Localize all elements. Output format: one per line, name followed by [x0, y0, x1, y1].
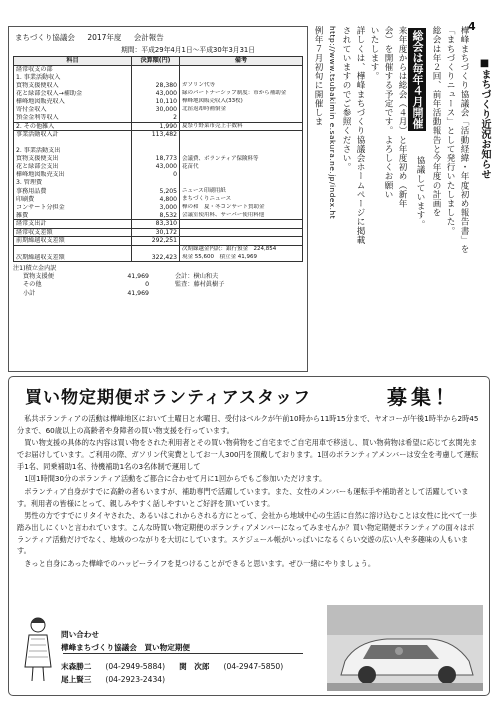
report-period: 期間：平成29年4月1日～平成30年3月31日	[120, 46, 256, 55]
report-table	[13, 56, 303, 262]
row-note: 会議費、ボランティア保険料等	[180, 155, 303, 163]
volunteer-title: 買い物定期便ボランティアスタッフ	[25, 388, 311, 408]
report-row	[14, 98, 303, 106]
contact-title: 問い合わせ	[61, 630, 99, 639]
news-text-6: 会）を開催する予定です。よろしくお願い	[383, 26, 393, 199]
row-note	[180, 139, 303, 147]
report-row	[14, 163, 303, 171]
news-url[interactable]: http://www.tsubakimin e.sakura.ne.jp/index.ht	[328, 26, 337, 220]
row-item: 預金金利等収入	[14, 114, 132, 122]
report-row	[14, 73, 303, 81]
row-item: 雑費	[14, 212, 132, 220]
row-amount	[132, 147, 180, 155]
row-item: 印刷費	[14, 195, 132, 203]
row-item: 花と緑部会収入→補助金	[14, 90, 132, 98]
volunteer-paragraph: きっと自身にあった樺峰でのハッピーライフを見つけることができると思います。ぜひ一緒にやりましょう。	[24, 558, 376, 568]
report-row	[14, 171, 303, 179]
row-item: 買物支援便収入	[14, 82, 132, 90]
row-amount: 5,205	[132, 187, 180, 195]
row-item: 経常支出計	[14, 220, 132, 229]
row-amount: 2	[132, 114, 180, 122]
row-amount	[132, 65, 180, 73]
news-column	[312, 26, 490, 372]
news-text-3: 総会は年２回、前年活動報告と今年度の計画を	[431, 26, 441, 218]
row-note: ガソリン代等	[180, 82, 303, 90]
report-row	[14, 114, 303, 122]
row-item	[14, 139, 132, 147]
notes-title: 注1)積立金内訳	[13, 265, 57, 273]
row-amount: 1,990	[132, 122, 180, 131]
report-row	[14, 90, 303, 98]
row-amount: 30,000	[132, 106, 180, 114]
row-amount	[132, 179, 180, 187]
report-row	[14, 139, 303, 147]
row-item	[14, 246, 132, 254]
row-note: 樺峰地図販売収入(33枚)	[180, 98, 303, 106]
contact-name-1: 末森勝二	[61, 661, 92, 671]
row-note: 緑のパートナーシップ制度：市から補助金	[180, 90, 303, 98]
contact-name-2: 関 次郎	[179, 661, 210, 671]
news-text-4: 協議しています。	[415, 156, 425, 229]
row-note	[180, 220, 303, 229]
row-amount: 43,000	[132, 90, 180, 98]
row-item: 樺峰地図販売収入	[14, 98, 132, 106]
row-note: ニュース印刷用紙	[180, 187, 303, 195]
note-extra: 監査：藤村眞樹子	[175, 281, 225, 289]
row-note: 樺の和 夏・冬コンサート賛助金	[180, 204, 303, 212]
note-label: その他	[23, 281, 42, 289]
row-note	[180, 228, 303, 237]
row-note	[180, 147, 303, 155]
report-row	[14, 212, 303, 220]
report-row	[14, 131, 303, 139]
note-row	[13, 273, 303, 281]
row-amount: 3,000	[132, 204, 180, 212]
row-item: 事務用品費	[14, 187, 132, 195]
row-note	[180, 237, 303, 246]
row-item: 経常収支差額	[14, 228, 132, 237]
note-amt: 41,969	[127, 289, 149, 297]
row-item: 2. 事業活動支出	[14, 147, 132, 155]
row-item: 経常収支の部	[14, 65, 132, 73]
report-heading	[15, 33, 303, 42]
row-amount: 30,172	[132, 228, 180, 237]
row-note: 夏祭り野菜市売上手数料	[180, 122, 303, 131]
row-item: 事業活動収入計	[14, 131, 132, 139]
contact-tel-3[interactable]: (04-2923-2434)	[105, 674, 166, 684]
car-photo	[327, 605, 483, 691]
note-extra	[149, 290, 175, 298]
row-amount: 292,251	[132, 237, 180, 246]
row-amount: 0	[132, 171, 180, 179]
report-row	[14, 155, 303, 163]
contact-name-3: 尾上賢三	[61, 674, 92, 684]
recruit-headline: 募集！	[387, 385, 459, 409]
row-item: 2. その他雑入	[14, 122, 132, 131]
news-title: ■まちづくり近況お知らせ	[479, 58, 490, 179]
col-header-amount: 決算額(円)	[132, 56, 180, 65]
row-item: 次期繰越収支差額	[14, 254, 132, 262]
note-label: 小計	[23, 289, 36, 297]
report-row	[14, 65, 303, 73]
row-note	[180, 131, 303, 139]
row-note	[180, 73, 303, 81]
row-item: 樺峰地図販売支出	[14, 171, 132, 179]
row-item: コンサート分担金	[14, 204, 132, 212]
row-note	[180, 171, 303, 179]
row-amount: 43,000	[132, 163, 180, 171]
row-note: 北窪返却時補償金	[180, 106, 303, 114]
news-text-5: 来年度からは総会（４月）と年度初め（新年	[397, 26, 407, 208]
report-row	[14, 228, 303, 237]
reserve-notes	[13, 265, 303, 298]
row-amount: 113,482	[132, 131, 180, 139]
row-item: 1. 事業活動収入	[14, 73, 132, 81]
volunteer-paragraph: 男性の方ですでにリタイヤされた、あるいはこれからされる方にとって、会社から地域中心の生活に自然に溶け込むことは女性に比べて一歩踏み出しにくいと言われています。こんな時買い物定期便のボランティアメンバーになってみませんか？買い物定期便ボランティアの面々はボランティア活動だけでなく、地域のつながりを大切にしています。スケジュール帳がいっぱいになるくらい交遊の広い人や多趣味の人もいます。	[17, 511, 477, 556]
row-note: 次期繰越金内訳：銀行預金 224,854	[180, 246, 303, 254]
note-amt: 0	[145, 281, 149, 289]
row-item: 買物支援便支出	[14, 155, 132, 163]
report-row	[14, 195, 303, 203]
row-item: 3. 管理費	[14, 179, 132, 187]
divider	[63, 653, 303, 654]
row-amount: 10,110	[132, 98, 180, 106]
report-kind: 会計報告	[133, 33, 164, 42]
contact-org: 樺峰まちづくり協議会 買い物定期便	[61, 642, 191, 652]
report-row	[14, 179, 303, 187]
report-row	[14, 106, 303, 114]
row-note	[180, 65, 303, 73]
volunteer-paragraph: 買い物支援の具体的な内容は買い物をされた利用者とその買い物荷物をご自宅までご自宅用車で移送し、買い物荷物は希望に応じて玄関先までお届けしています。ご利用の際、ガソリン代実費としてお一人300円を頂戴しております。1回のボランティアメンバーは安全を考慮して運転手1名、同乗補助1名、待機補助1名の3名体制で運用して	[17, 438, 479, 471]
news-text-8: 詳しくは、樺峰まちづくり協議会ホームページに掲載	[355, 26, 365, 245]
note-extra: 会計：横山和夫	[175, 273, 219, 280]
row-item: 花と緑部会支出	[14, 163, 132, 171]
row-item: 寄付金収入	[14, 106, 132, 114]
person-illustration	[21, 615, 55, 685]
news-text-9: されていますのでご参照ください。	[341, 26, 351, 172]
note-row	[13, 290, 303, 298]
row-amount: 18,773	[132, 155, 180, 163]
report-row	[14, 220, 303, 229]
financial-report	[8, 26, 308, 372]
row-note: まちづくりニュース	[180, 195, 303, 203]
row-amount: 83,310	[132, 220, 180, 229]
page-number: 4	[468, 20, 476, 33]
news-text-1: 樺峰まちづくり協議会「活動経緯・年度初め報告書」を	[459, 26, 469, 254]
col-header-note: 備考	[180, 56, 303, 65]
volunteer-body	[17, 413, 481, 571]
news-text-7: いたします。	[369, 26, 379, 81]
row-amount	[132, 139, 180, 147]
report-row	[14, 122, 303, 131]
row-amount	[132, 246, 180, 254]
report-row	[14, 204, 303, 212]
col-header-item: 科目	[14, 56, 132, 65]
report-row	[14, 237, 303, 246]
volunteer-paragraph: ボランティア自身がすでに高齢の者もいますが、補助専門で活躍しています。また、女性のメンバーも運転手や補助者として活躍しています。利用者の皆様にとって、親しみやすく話しやすいとご好評を頂いています。	[17, 486, 469, 508]
volunteer-section	[8, 376, 490, 696]
row-amount	[132, 73, 180, 81]
row-note: 現金 55,600 積立金 41,969	[180, 254, 303, 262]
contact-tel-1[interactable]: (04-2949-5884)	[105, 661, 166, 671]
volunteer-paragraph: 私共ボランティアの活動は樺峰地区において土曜日と水曜日、受付はベルクが午前10時から11時15分まで、ヤオコーが午後1時半から2時45分まで、60歳以上の高齢者や身障者の買い物支援を行っています。	[17, 414, 479, 435]
note-label: 買物支援便	[23, 273, 54, 280]
note-row	[13, 281, 303, 289]
row-amount: 322,423	[132, 254, 180, 262]
report-row	[14, 147, 303, 155]
contact-tel-2[interactable]: (04-2947-5850)	[223, 661, 284, 671]
row-note	[180, 114, 303, 122]
row-amount: 28,380	[132, 82, 180, 90]
report-row	[14, 254, 303, 262]
note-amt: 41,969	[127, 273, 149, 280]
report-row	[14, 82, 303, 90]
contact-block	[61, 629, 291, 687]
row-note: 花苗代	[180, 163, 303, 171]
row-item: 前期繰越収支差額	[14, 237, 132, 246]
row-amount: 4,800	[132, 195, 180, 203]
row-amount: 8,532	[132, 212, 180, 220]
row-note	[180, 179, 303, 187]
news-text-10: 例年７月初旬に開催しま	[313, 26, 323, 127]
news-text-2: 「まちづくりニュース」として発行いたしました。	[445, 26, 455, 236]
report-org: まちづくり協議会	[15, 33, 75, 42]
row-note: 会議室使用料、サーバー使用料他	[180, 212, 303, 220]
volunteer-paragraph: 1回1時間30分のボランティア活動をご都合に合わせて月に1回からでもご参加いただけます。	[24, 474, 327, 484]
report-year: 2017年度	[87, 33, 122, 42]
news-headline: 総会は毎年４月開催	[408, 28, 426, 131]
report-row	[14, 187, 303, 195]
report-row	[14, 246, 303, 254]
